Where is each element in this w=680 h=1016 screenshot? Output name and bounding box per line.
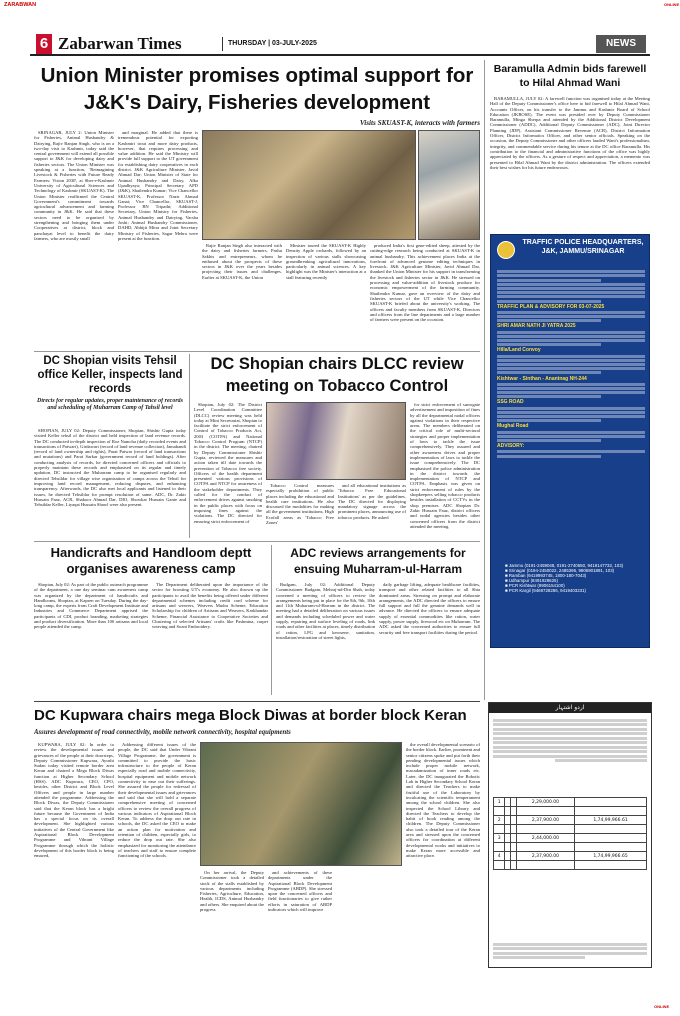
kupwara-col-3: On her arrival, the Deputy Commissioner took a detailed stock of the stalls established by various departments including Fisheries, Agriculture, Education, Health, ICDS, Animal Husbandry and others. She enquired about the progress [200,870,264,913]
masthead-divider [222,37,223,51]
kupwara-photo [200,742,402,866]
table-row: 1 2,29,000.00 [494,798,647,807]
table-row [494,807,647,816]
dlcc-photo [266,402,406,480]
traffic-section-5: SSG ROAD [497,399,524,406]
urdu-notice [488,702,652,968]
table-row: 2 2,37,900.00 1,74,99,966.61 [494,816,647,825]
section-rule [34,701,480,702]
edge-brand-right: ONLINE [664,2,680,7]
masthead [30,32,650,56]
traffic-title: TRAFFIC POLICE HEADQUARTERS, J&K, JAMMU/SRINAGAR [522,239,644,255]
helpline-item: ■ Udhampur (8491928625) [505,578,558,583]
traffic-box [490,234,650,648]
kupwara-col-1: KUPWARA, JULY 02: In order to review the developmental issues and grievances of the people at their doorsteps, Deputy Commissioner Kupwara, Ayushi Sudan today visited remote border area Keran and chaired a Mega Block Diwas function at Higher Secondary School (HSS). ADC Kupwara, CEO, CPO, besides, other District and Block Level Officers and people in large number attended the programme. Addressing the Block Diwas, the Deputy Commissioner said that the Keran block has a bright future because the Government of India has a special focus on its overall development. She highlighted various initiatives of the Central Government like Aspirational Block Development Programme and Vibrant Village Programme through which the holistic development of this border block is being ensured, [34,742,114,859]
kupwara-col-5: the overall developmental scenario of the border block. Earlier, prominent and senior citizens spoke and put forth their pending developmental issues which include proper mobile network, macadamization of inner roads etc. Later, the DC inaugurated the Robotic Lab in Higher Secondary School Keran and directed the Teachers to make fruitful use of the Laboratory by inculcating the scientific temperament among the school children. She also inspected the School Library and directed the Teachers to develop the habit of book reading among the children. The Deputy Commissioner also took a detailed tour of the Keran area and stressed upon the concerned officers for coordination at different developmental works and initiatives to make Keran more accessible and attractive place. [406,742,480,859]
edge-brand-bottom: ONLINE [654,1004,670,1009]
right-divider [484,60,485,700]
section-tag: NEWS [596,35,646,53]
section-rule [34,351,480,352]
helpline-item: ■ PCR Kargil (9469728286, 9419403231) [505,588,587,593]
lead-photo-inset [418,130,480,240]
baramulla-body: BARAMULLA, JULY 02: A farewell function was organised today at the Meeting Hall of the Deputy Commissioner's office here to bid farewell to Hilal Ahmad Wani, Accounts Officer, on his transfer to the Jammu and Kashmir Board of School Education (JKBOSE). The event was presided over by Deputy Commissioner Baramulla, Minga Sherpa and attended by the Additional District Development Commissioner (ADDC), Additional Deputy Commissioner (ADC), Joint Director Planning (JDP), Assistant Commissioner Revenue (ACR), District Information Officer, District Informatics Officer, and other senior officials. Speaking on the occasion, the Deputy Commissioner and other officers lauded Wani's professionalism, integrity, and commendable service during his tenure at the DC office Baramulla. His contribution to the financial and administrative functions of the office was highly appreciated by the officers. As a gesture of respect and appreciation, a memento was presented to Hilal Ahmad Wani by the district administration. The officers extended their best wishes for his future endeavours. [490,96,650,170]
lead-col-4: Minister toured the SKUAST-K Highly Density Apple orchards, followed by an inspection of various stalls showcasing groundbreaking agricultural innovations, particularly in animal sciences. A key highlight was the Minister's interaction at a stall featuring recently [286,243,366,280]
traffic-helplines [505,563,645,643]
edge-brand-top: ZARABWAN [4,2,37,8]
traffic-section-6: Mughal Road [497,423,529,430]
dlcc-col-1: Shopian, July 02: The District Level Coordination Committee (DLCC) review meeting was held today at Mini Secretariat, Shopian to facilitate the strict enforcement of Control of Tobacco Products Act, 2003 (COTPA) and National Tobacco Control Program (NTCP) in the district. The meeting, chaired by Deputy Commissioner Shishir Gupta, reviewed the measures and action taken till date towards the prevention of Tobacco free society. Officers of the health department presented various provisions of COTPA and NTCP for awareness of the stakeholder departments. They called for the conduct of enforcement drives against smoking in the public places with focus on imposing fines against the violations. The DC directed for ensuring strict enforcement of [194,402,262,524]
helpline-item: ■ PCR Kishtwar (9906154100) [505,583,565,588]
traffic-section-2: SHRI AMAR NATH JI YATRA 2025 [497,323,576,330]
lead-photo [202,130,416,240]
traffic-section-1: TRAFFIC PLAN & ADVISORY FOR 03-07-2025 [497,303,605,310]
adc-headline: ADC reviews arrangements for ensuing Muharram-ul-Harram [290,546,466,576]
dlcc-col-3: Tobacco Control measures especially prohibition of public places including the educational and health care institutions. He also discussed the modalities for making all the government institutions, High Ecofall areas as 'Tobacco Free Zones' [266,483,334,526]
baramulla-headline: Baramulla Admin bids farewell to Hilal Ahmad Wani [493,63,647,89]
kupwara-col-2: Addressing different issues of the people, the DC said that Under Vibrant Village Programme, the government is committed to provide the basic infrastructure to the people of Keran especially road and mobile connectivity, hospital equipment and mobile network connectivity to ease out their sufferings. She assured the people for redressal of their developmental issues and grievances and said that she will hold a separate comprehensive meeting of concerned officers to review the overall progress of various indicators of Aspirational Block Keran. To address the drop out rate in schools, the DC asked the CEO to make an action plan for motivation and retention of children, especially girls, to reduce the drop out rate. She also emphasized for monitoring the attendance of teachers and staff to ensure complete functioning of the schools. [118,742,196,859]
kupwara-headline: DC Kupwara chairs mega Block Diwas at border block Keran [34,707,467,724]
dateline: THURSDAY | 03-JULY-2025 [228,40,317,47]
traffic-section-3: Hilla/Land Convoy [497,347,541,354]
dlcc-col-4: and all educational institutions as 'Tobacco Free Educational Institutions' as per the guidelines. The DC directed for displaying mandatory signage across the prominent places, announcing use of tobacco products. He asked [338,483,406,520]
urdu-notice-table [493,797,647,937]
adc-col-2: daily garbage lifting, adequate healthcare facilities, transport and other related facilities to all Shia dominated areas. Stressing on prompt and elaborate arrangements, the ADC directed the officers to ensure full support and full the genuine demands well in advance. He directed the officers to ensure adequate supply of essential commodities like ration, water supply, power supply, firewood etc on Muharram. The ADC asked the concerned authorities to ensure full security and free transport facilities during the period. [379,582,480,635]
handicrafts-col-2: The Department deliberated upon the importance of the sector for boosting UT's economy. He also thrown up the participants to avail the benefits being offered under different departmental schemes including credit card scheme for artisans and weavers, Weavers Mudra Scheme, Education Scholarship for children of Artisans and Weavers, Karkhandar Scheme, Financial Assistance to Cooperative Societies and Clustering of selected Artisans' crafts like Pashmina, carpet weaving and Sozni Embroidery. [152,582,268,630]
table-row: 4 2,37,900.00 1,74,99,966.65 [494,852,647,861]
dlcc-headline: DC Shopian chairs DLCC review meeting on Tobacco Control [210,355,464,395]
helpline-item: ■ Jammu (0191-2459048, 0191-2740550, 9419147732, 103) [505,563,624,568]
helpline-item: ■ Srinagar (0194-2450022, 2485396, 9906901891, 103) [505,568,615,573]
dlcc-col-5: for strict enforcement of surrogate advertisement and imposition of fines by all the departmental nodal officers against violations in their respective areas. The members deliberated on the critical role of multi-sectoral strategies and proper implementation of laws to tackle the issue comprehensively. They assured and other awareness drives and proper implementation of laws to tackle the issue comprehensively. The DC emphasised the police administration in the district towards the implementation of NTCP and COTPA. Emphasis was given on strict enforcement of rules by the shopkeepers selling tobacco products besides installation of CCTVs in the shop premises. ADC Shopian Dr. Zakir Hussain Faaz, district officers and nodal agencies besides other concerned officers from the district attended the meeting. [410,402,480,529]
urdu-notice-body [493,717,647,793]
lead-col-2: and marginal. He added that there is tremendous potential for exporting Kashmiri trout and more dairy products, however, that requires processing and value addition. He said the Ministry will provide full support to the UT government for establishing dairy cooperatives in each district. J&K Agriculture Minister, Javid Ahmad Dar; Union Minister of State for Animal Husbandry and Dairy, Alka Upadhyaya; Principal Secretary APD (J&K), Shailendra Kumar; Vice Chancellor SKUAST-K, Professor Nazir Ahmad Ganai; Vice Chancellor, SKUAST-J, Professor BN Tripathi; Additional Secretary, Union Ministry for Fisheries, Animal Husbandry and Dairying, Varsha Joshi; Animal Husbandry Commissioner, DAHD, Abhijit Mitra and Joint Secretary Ministry of Fisheries, Sagar Mehra were present at the function. [118,130,198,241]
tehsil-subhead: Directs for regular updates, proper maintenance of records and scheduling of Muharram Camp of Tahsil level [37,398,183,411]
tehsil-body: SHOPIAN, JULY 02: Deputy Commissioner, Shopian, Shishir Gupta today visited Keller tehsil of the district and held inspection of land revenue records. The DC conducted in-depth inspection of Roz Namcha (daily recorded events and transactions of Patwari), Girdawari (record of land revenue collection), Jamabandi (record of land ownership and rights), Parat Patwar (record of land transactions and mutations) and Parat Sarkar (government record of land holdings). After conducting analysis of records, he directed concerned officers and officials to properly maintain these records and emphasised on its regular and timely updation. DC instructed the Muharram camp to be organised regularly and directed Tehsildar for village wise organisation of camps across the Tehsil for improving land record management, reducing disputes, and enhancing transparency. Afterwards, the DC also met local applicants and listened to their issues, he directed Tehsildar for prompt resolution of same. ADC, Dr. Zakir Hussain Faaz, ACR, Shakoor Ahmad Dar, DIO, Showkat Hussain Ganie and Tehsildar Keller, Liyaqat Hussain Shawl were also present. [34,428,186,508]
column-rule [271,545,272,695]
table-row [494,861,647,870]
kupwara-col-4: and achievements of these departments under the Aspirational Block Development Programme (ABDP). She stressed upon the concerned officers and field functionaries to give rather efforts in saturation of ABDP indicators which will improve [268,870,332,913]
paper-name: Zabarwan Times [58,34,182,53]
tehsil-headline: DC Shopian visits Tehsil office Keller, inspects land records [37,355,183,395]
lead-col-5b: produced India's first gene-edited sheep, attested by the cutting-edge research being conducted at SKUAST-K in animal husbandry. This achievement places India at the forefront of advanced genome editing techniques in livestock. J&K Agriculture Minister, Javid Ahmad Dar, thanked the Union Minister for his support in transforming the livestock and fisheries sector in J&K. He stressed on processing and value-addition of livestock produce for economic empowerment of the farming community. Shailendra Kumar, gave an overview of the dairy and fisheries sectors of the UT while Vice Chancellor SKUAST-K briefed about the university's working. The officers and faculty members from SKUAST-K, Directors and officers from the line departments and a large number of farmers were present on the occasion. [370,243,480,323]
traffic-body [497,269,645,559]
table-row [494,825,647,834]
traffic-section-4: Kishtwar - Sinthan - Anantnag NH-244 [497,375,587,382]
urdu-notice-footer [493,941,647,965]
handicrafts-col-1: Shopian, July 02: As part of the public outreach programme of the department, a one day seminar cum awareness camp was organized by the department of handicrafts and Handlooms, Shopian, at Kapren on Tuesday. During the day-long camp, the experts from Craft Development Institute and Industries and Commerce Department apprised the participants of CDI, product branding, marketing strategies and product diversification. More than 100 artisans and local people attended the camp. [34,582,148,630]
handicrafts-headline: Handicrafts and Handloom deptt organises awareness camp [50,545,252,576]
helpline-item: ■ Ramban (9419993745, 1800-180-7043) [505,573,587,578]
column-rule [189,354,190,538]
kupwara-subhead: Assures development of road connectivity, mobile network connectivity, hospital equipments [34,729,291,736]
page-number: 6 [36,34,52,54]
lead-headline: Union Minister promises optimal support for J&K's Dairy, Fisheries development [40,64,474,114]
section-rule [34,541,480,542]
adc-col-1: Budgam, July 02: Additional Deputy Commissioner Budgam, Mehraj-ud-Din Shah, today convened a meeting of officers to review the arrangements being put in place for the 8th, 9th, 10th and 11th Muharram-ul-Harram in the district. The meeting had a detailed deliberation on various issues and demands including scheduled power and water supply, repairing and surface leveling of roads, link roads and other facilities at places, timely distribution of ration, LPG and kerosene, sanitation, installation/restoration of street lights, [276,582,375,640]
lead-subhead: Visits SKUAST-K, interacts with farmers [359,119,480,127]
traffic-section-7: ADVISORY: [497,443,525,450]
lead-col-3: Rajiv Ranjan Singh also interacted with the dairy and fisheries farmers, Pashu Sakhis and entrepreneurs, whom he enthused about the prospects of these sectors in J&K over the years besides projecting their issues and challenges. Earlier at SKUAST-K, the Union [202,243,282,280]
table-row [494,843,647,852]
table-row: 3 2,44,000.00 [494,834,647,843]
urdu-notice-header: اردو اشتہار [489,703,651,713]
traffic-emblem-icon [497,241,515,259]
lead-col-1: SRINAGAR, JULY 2: Union Minister for Fisheries, Animal Husbandry & Dairying, Rajiv Ranjan Singh, who is on a two-day visit to Kashmir, today said the central government will extend all possible support to J&K for developing dairy and fisheries sectors. The Union Minister was speaking at a function, 'Reimagining Livestock & Fisheries with Future Ready Farmers: Vision 2030', at Sher-e-Kashmir University of Agricultural Sciences and Technology of Kashmir (SKUAST-K). The Union Minister reaffirmed the Central Government's commitment towards agricultural advancement and farming community in J&K. He said that these sectors need to be organised by strengthening and bringing them under Cooperatives at district, block and panchayat level to benefit the dairy farmers, who are mostly small [34,130,114,241]
